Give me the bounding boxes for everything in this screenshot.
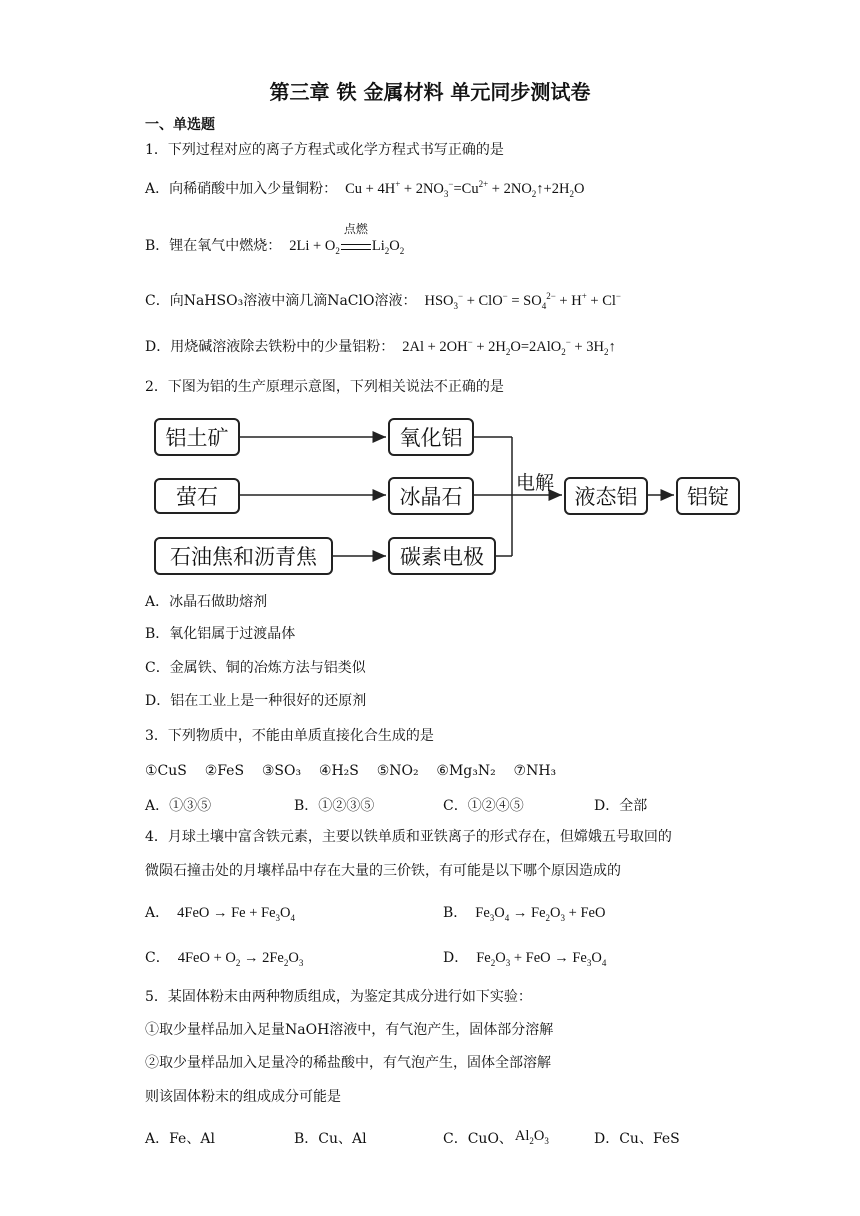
q5-stem: 5．某固体粉末由两种物质组成，为鉴定其成分进行如下实验： [145,989,532,1005]
q3-item: ⑦NH₃ [513,763,557,779]
q2-option-c[interactable]: C．金属铁、铜的冶炼方法与铝类似 [145,660,366,676]
q5-option-c-formula: $Al_2O_3$ [514,1128,549,1146]
q2-stem: 2．下图为铝的生产原理示意图，下列相关说法不正确的是 [145,379,504,395]
q4-option-a[interactable] [145,902,295,922]
q4-stem-line2: 微陨石撞击处的月壤样品中存在大量的三价铁，有可能是以下哪个原因造成的 [145,863,621,879]
q2-option-d[interactable]: D．铝在工业上是一种很好的还原剂 [145,693,367,709]
q1-option-a-label: A．向稀硝酸中加入少量铜粉： [145,181,338,197]
q1-option-a-equation: $Cu + 4H^+ + 2NO_3^-=Cu^{2+}$ + $2NO_2↑+2H_2O$ [345,179,585,199]
q3-option-c[interactable]: C．①②④⑤ [443,798,524,814]
q5-conclusion: 则该固体粉末的组成成分可能是 [145,1089,341,1105]
q5-option-c[interactable] [443,1128,549,1148]
q5-step1: ①取少量样品加入足量NaOH溶液中，有气泡产生，固体部分溶解 [145,1022,554,1038]
q3-item: ④H₂S [318,763,359,779]
q1-option-b-equation: $2Li + O_2$ 点燃 $Li_2O_2$ [289,222,405,256]
q5-option-c-label: C．CuO、 [443,1131,513,1147]
q1-option-d-label: D．用烧碱溶液除去铁粉中的少量铝粉： [145,339,395,355]
electrolysis-label: 电解 [516,472,555,494]
q3-item: ①CuS [145,763,187,779]
q4-option-c[interactable] [145,947,303,967]
q3-items [145,762,556,780]
q4-option-a-equation: $4FeO \to Fe + Fe_3O_4$ [177,905,296,923]
q3-item: ⑥Mg₃N₂ [436,763,496,779]
q1-stem: 1．下列过程对应的离子方程式或化学方程式书写正确的是 [145,142,504,158]
box-carbon-electrode: 碳素电极 [388,537,496,575]
q3-item: ③SO₃ [261,763,302,779]
box-aluminum-ingot: 铝锭 [676,477,740,515]
q4-option-c-equation: $4FeO + O_2 \to 2Fe_2O_3$ [177,950,304,968]
q4-option-a-label: A． [145,905,170,921]
box-petroleum-coke: 石油焦和沥青焦 [154,537,333,575]
q5-option-b[interactable]: B．Cu、Al [294,1131,367,1147]
q1-option-d-equation: $2Al + 2OH^- + 2H_2O=2AlO_2^-$ + $3H_2↑$ [402,337,616,357]
q5-step2: ②取少量样品加入足量冷的稀盐酸中，有气泡产生，固体全部溶解 [145,1055,551,1071]
q3-option-b[interactable]: B．①②③⑤ [294,798,375,814]
reaction-condition: 点燃 [341,237,371,255]
q3-option-a[interactable]: A．①③⑤ [145,798,212,814]
q3-option-d[interactable]: D．全部 [594,798,648,814]
box-alumina: 氧化铝 [388,418,474,456]
box-bauxite: 铝土矿 [154,418,240,456]
q4-option-c-label: C． [145,950,170,966]
q1-option-c-label: C．向NaHSO₃溶液中滴几滴NaClO溶液： [145,293,417,309]
page-title: 第三章 铁 金属材料 单元同步测试卷 [269,80,591,104]
box-fluorite: 萤石 [154,478,240,514]
q4-option-d-equation: $Fe_2O_3$ + FeO → $Fe_3O_4$ [476,950,607,968]
q4-stem-line1: 4．月球土壤中富含铁元素，主要以铁单质和亚铁离子的形式存在，但嫦娥五号取回的 [145,829,672,845]
section-heading: 一、单选题 [145,117,215,133]
q3-item: ②FeS [204,763,245,779]
q2-option-a[interactable]: A．冰晶石做助熔剂 [145,594,268,610]
q1-option-b-label: B．锂在氧气中燃烧： [145,238,282,254]
q4-option-b-equation: $Fe_3O_4 \to Fe_2O_3$ + FeO [475,905,606,923]
box-liquid-aluminum: 液态铝 [564,477,648,515]
q3-item: ⑤NO₂ [376,763,419,779]
q3-stem: 3．下列物质中，不能由单质直接化合生成的是 [145,728,434,744]
q4-option-b-label: B． [443,905,468,921]
q2-option-b[interactable]: B．氧化铝属于过渡晶体 [145,626,296,642]
box-cryolite: 冰晶石 [388,477,474,515]
q5-option-d[interactable]: D．Cu、FeS [594,1131,680,1147]
q5-option-a[interactable]: A．Fe、Al [145,1131,215,1147]
q4-option-d[interactable] [443,947,606,967]
q4-option-b[interactable] [443,902,605,922]
q1-option-c-equation: $HSO_3^- + ClO^- = SO_4^{2-} + H^+ + Cl^-$ [424,291,621,311]
q4-option-d-label: D． [443,950,469,966]
